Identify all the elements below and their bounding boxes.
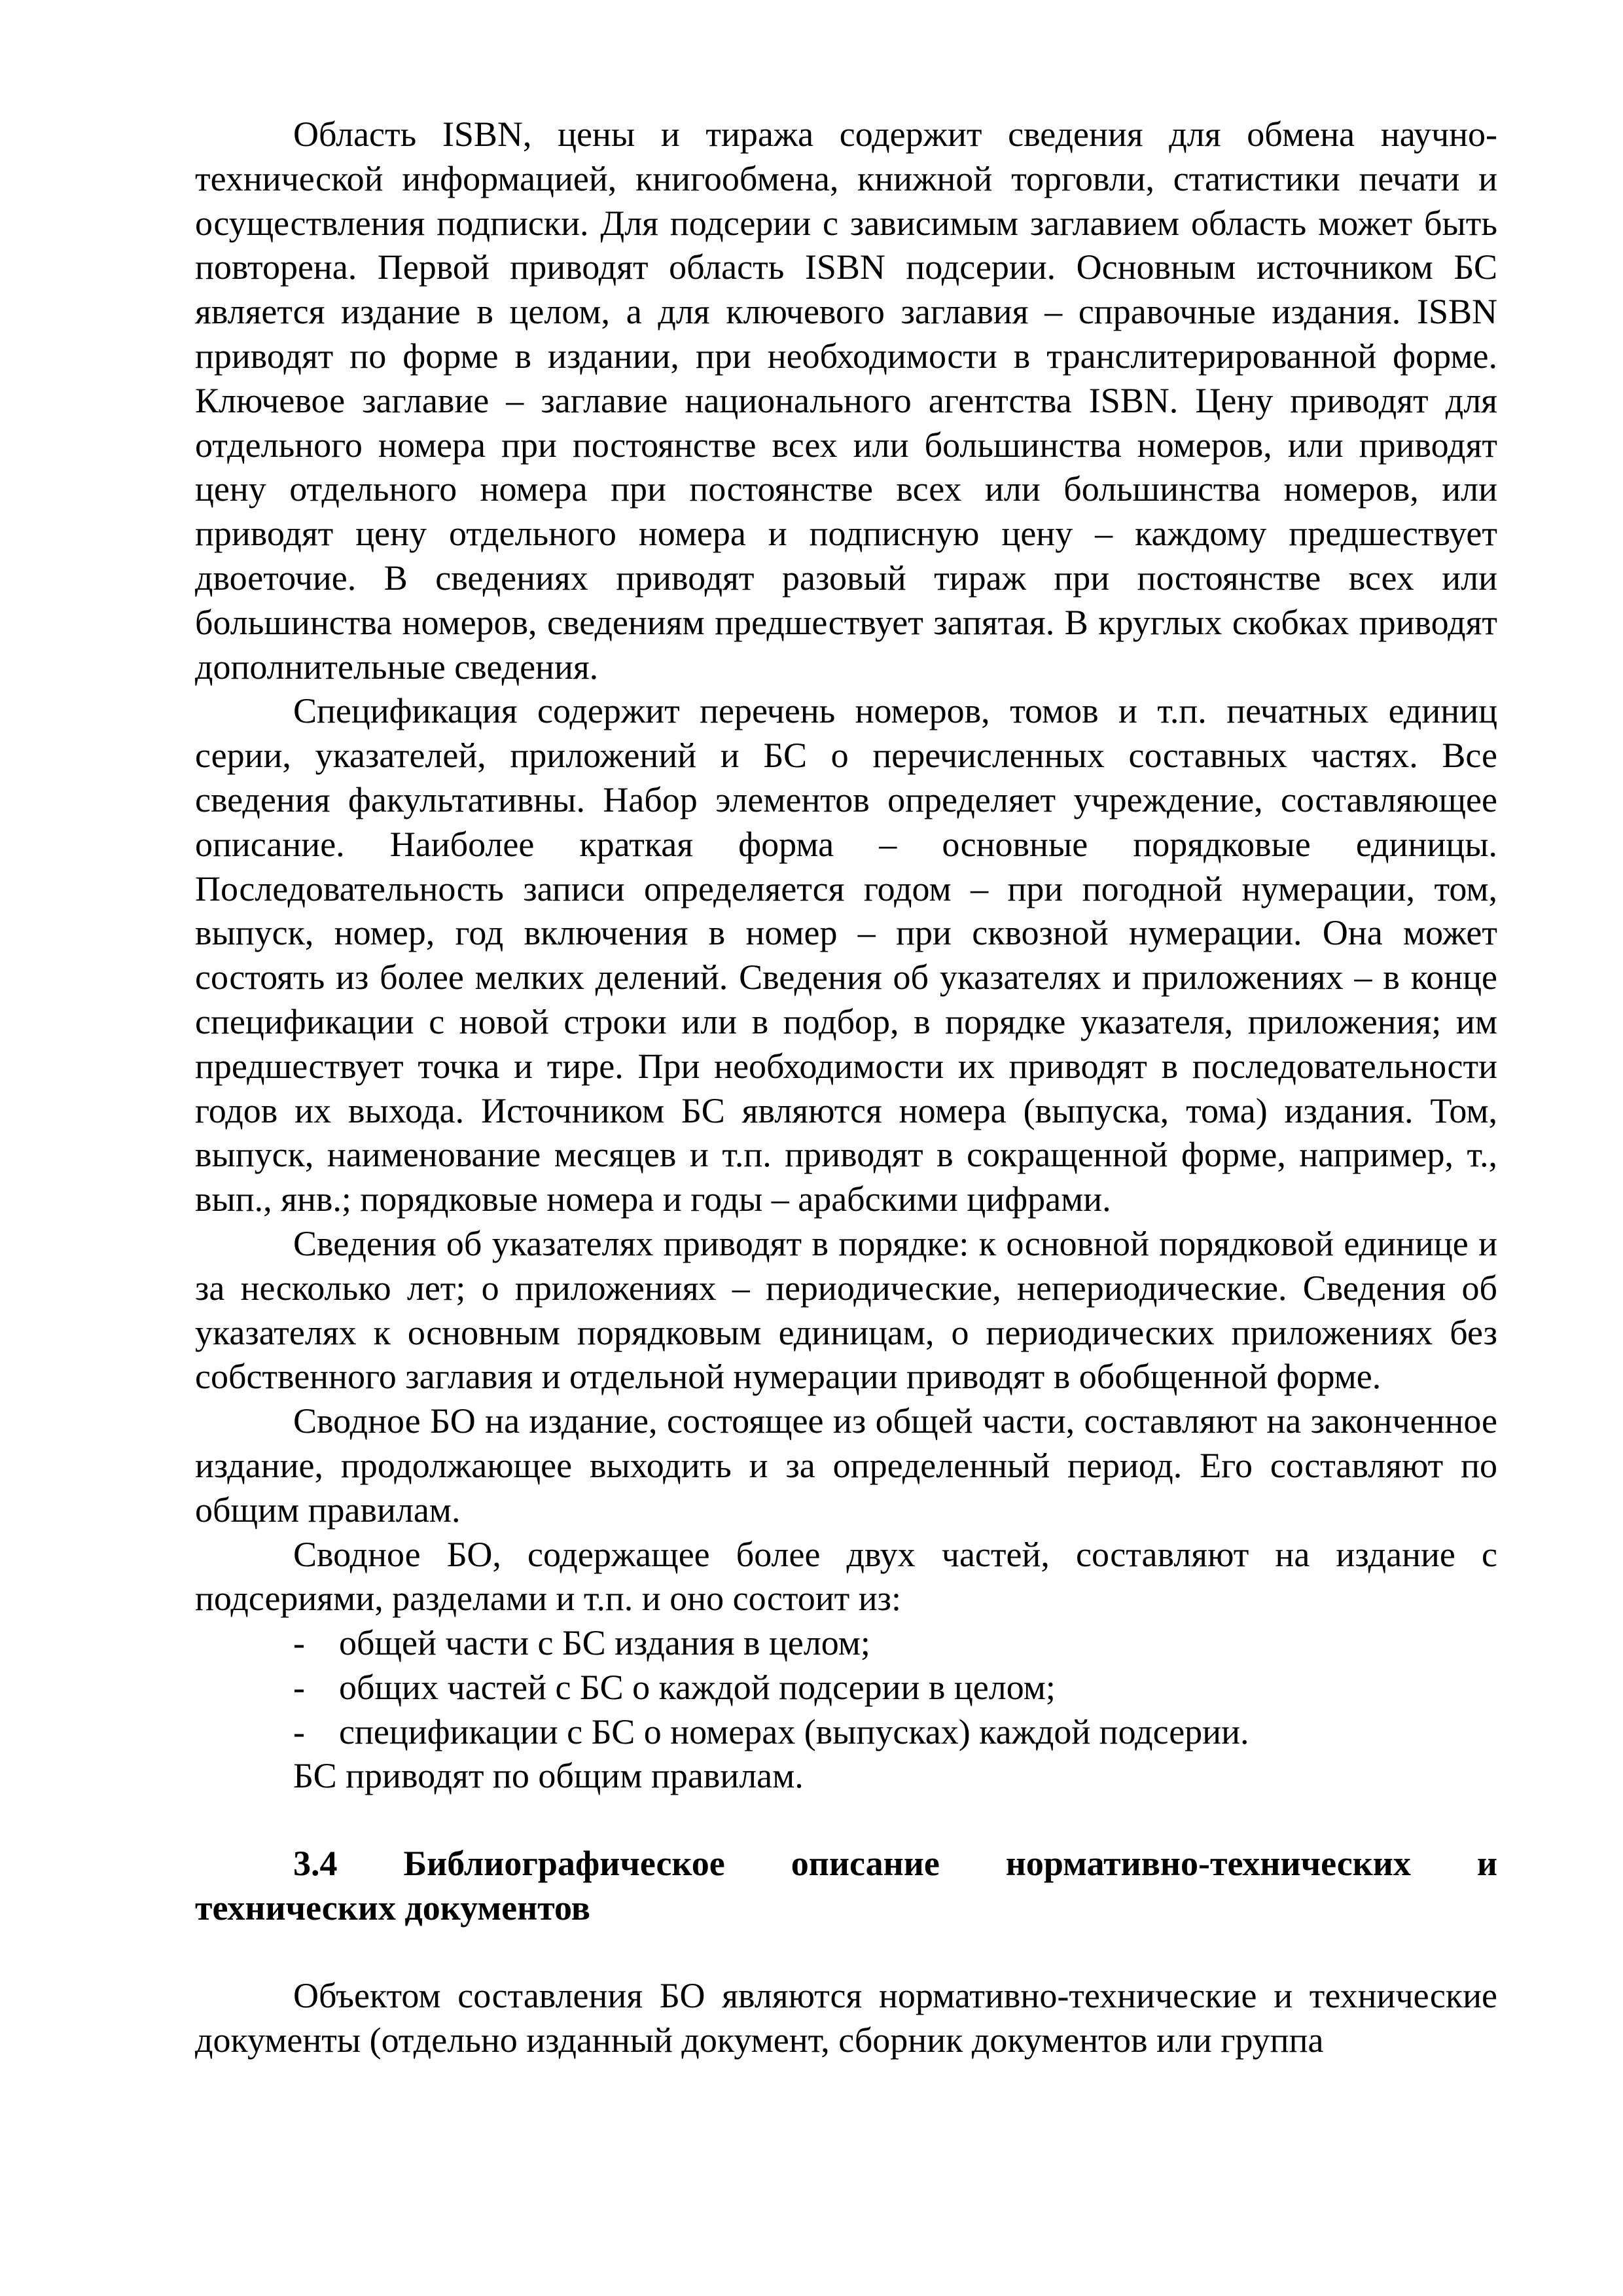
paragraph-isbn-area: Область ISBN, цены и тиража содержит сведения для обмена научно-технической информацией, книгообмена, книжной торговли, статистики печати и осуществления подписки. Для подсерии с зависимым заглавием область может быть повторена. Первой приводят область ISBN подсерии. Основным источником БС является издание в целом, а для ключевого заглавия – справочные издания. ISBN приводят по форме в издании, при необходимости в транслитерированной форме. Ключевое заглавие – заглавие национального агентства ISBN. Цену приводят для отдельного номера при постоянстве всех или большинства номеров, или приводят цену отдельного номера при постоянстве всех или большинства номеров, или приводят цену отдельного номера и подписную цену – каждому предшествует двоеточие. В сведениях приводят разовый тираж при постоянстве всех или большинства номеров, сведениям предшествует запятая. В круглых скобках приводят дополнительные сведения. (195, 115, 1497, 687)
list-marker: - (293, 1667, 305, 1707)
heading-word: и (1476, 1844, 1497, 1884)
heading-line-1 (195, 1842, 1497, 1886)
heading-word: описание (791, 1844, 940, 1884)
list-marker: - (293, 1623, 305, 1663)
parts-list (195, 1621, 1497, 1754)
document-page (195, 113, 1497, 2062)
heading-word: нормативно-технических (1005, 1844, 1411, 1884)
paragraph-normative-docs: Объектом составления БО являются нормативно-технические и технические документы (отдельно изданный документ, сборник документов или группа (195, 1975, 1497, 2060)
section-heading (195, 1842, 1497, 1931)
heading-word: Библиографическое (403, 1844, 725, 1884)
list-item-text: спецификации с БС о номерах (выпусках) каждой подсерии. (339, 1712, 1249, 1751)
paragraph-summary-description: Сводное БО на издание, состоящее из общей части, составляют на законченное издание, продолжающее выходить и за определенный период. Его составляют по общим правилам. (195, 1401, 1497, 1530)
heading-line-2: технических документов (195, 1888, 590, 1928)
list-item-text: общих частей с БС о каждой подсерии в целом; (339, 1667, 1056, 1707)
list-item (195, 1621, 1497, 1666)
list-item-text: общей части с БС издания в целом; (339, 1623, 870, 1663)
paragraph-specification: Спецификация содержит перечень номеров, томов и т.п. печатных единиц серии, указателей, приложений и БС о перечисленных составных частях. Все сведения факультативны. Набор элементов определяет учреждение, составляющее описание. Наиболее краткая форма – основные порядковые единицы. Последовательность записи определяется годом – при погодной нумерации, том, выпуск, номер, год включения в номер – при сквозной нумерации. Она может состоять из более мелких делений. Сведения об указателях и приложениях – в конце спецификации с новой строки или в подбор, в порядке указателя, приложения; им предшествует точка и тире. При необходимости их приводят в последовательности годов их выхода. Источником БС являются номера (выпуска, тома) издания. Том, выпуск, наименование месяцев и т.п. приводят в сокращенной форме, например, т., вып., янв.; порядковые номера и годы – арабскими цифрами. (195, 691, 1497, 1219)
paragraph-general-rules: БС приводят по общим правилам. (293, 1756, 804, 1796)
paragraph-summary-parts: Сводное БО, содержащее более двух частей, составляют на издание с подсериями, разделами и т.п. и оно состоит из: (195, 1534, 1497, 1619)
list-item (195, 1666, 1497, 1710)
paragraph-indexes: Сведения об указателях приводят в порядке: к основной порядковой единице и за несколько лет; о приложениях – периодические, непериодические. Сведения об указателях к основным порядковым единицам, о периодических приложениях без собственного заглавия и отдельной нумерации приводят в обобщенной форме. (195, 1223, 1497, 1397)
list-marker: - (293, 1712, 305, 1751)
list-item (195, 1710, 1497, 1755)
heading-number: 3.4 (293, 1844, 338, 1884)
